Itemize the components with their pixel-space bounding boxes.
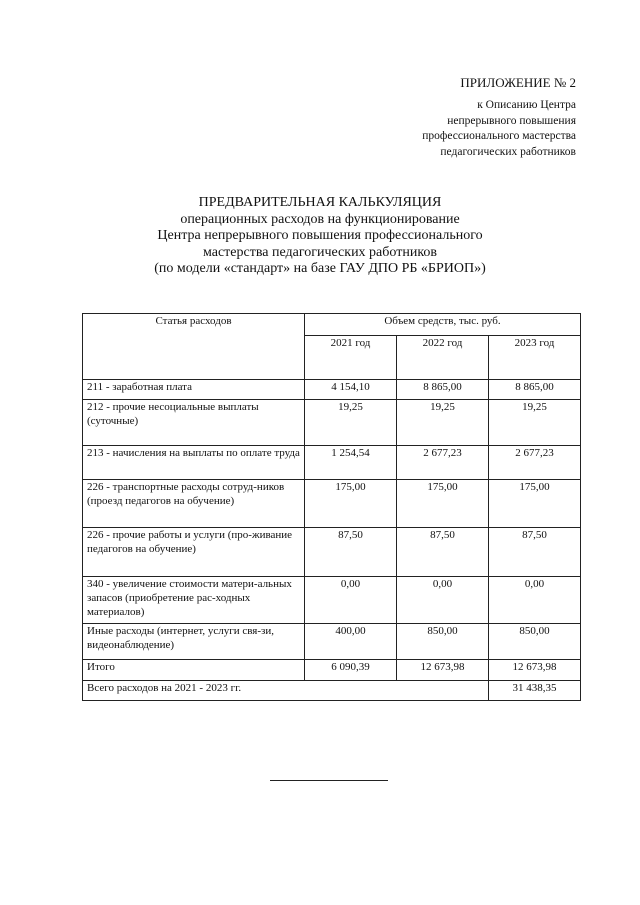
header-year: 2022 год: [397, 336, 489, 380]
table-row: [83, 577, 581, 624]
cell-value: 0,00: [397, 577, 489, 624]
document-heading: [0, 195, 640, 278]
appendix-line: профессионального мастерства: [422, 130, 576, 142]
cell-value: 4 154,10: [305, 380, 397, 400]
table-row: [83, 624, 581, 660]
cell-value: 8 865,00: [489, 380, 581, 400]
row-label: 211 - заработная плата: [83, 380, 305, 400]
cell-value: 1 254,54: [305, 446, 397, 480]
total-value: 12 673,98: [397, 660, 489, 681]
expense-table: [82, 313, 581, 701]
grand-total-row: [83, 681, 581, 701]
cell-value: 19,25: [305, 400, 397, 446]
cell-value: 175,00: [305, 480, 397, 528]
row-label: 340 - увеличение стоимости матери-альных запасов (приобретение рас-ходных материалов): [83, 577, 305, 624]
cell-value: 0,00: [489, 577, 581, 624]
table-row: [83, 380, 581, 400]
appendix-line: к Описанию Центра: [477, 99, 576, 111]
cell-value: 0,00: [305, 577, 397, 624]
heading-main: ПРЕДВАРИТЕЛЬНАЯ КАЛЬКУЛЯЦИЯ: [198, 195, 442, 210]
appendix-title: ПРИЛОЖЕНИЕ № 2: [460, 75, 576, 90]
grand-total-value: 31 438,35: [489, 681, 581, 701]
cell-value: 8 865,00: [397, 380, 489, 400]
heading-line: операционных расходов на функционирование: [180, 211, 460, 227]
grand-total-label: Всего расходов на 2021 - 2023 гг.: [83, 681, 489, 701]
header-volume: Объем средств, тыс. руб.: [305, 314, 581, 336]
header-article: Статья расходов: [83, 314, 305, 380]
row-label: Иные расходы (интернет, услуги свя-зи, видеонаблюдение): [83, 624, 305, 660]
cell-value: 87,50: [305, 528, 397, 577]
cell-value: 2 677,23: [489, 446, 581, 480]
table-row: [83, 528, 581, 577]
table-total-row: [83, 660, 581, 681]
appendix-line: педагогических работников: [440, 145, 576, 158]
signature-line: [270, 780, 388, 781]
cell-value: 175,00: [397, 480, 489, 528]
table-row: [83, 480, 581, 528]
heading-line: (по модели «стандарт» на базе ГАУ ДПО РБ «БРИОП»): [154, 261, 486, 276]
cell-value: 19,25: [489, 400, 581, 446]
total-label: Итого: [83, 660, 305, 681]
row-label: 212 - прочие несоциальные выплаты (суточные): [83, 400, 305, 446]
table-header-row: [83, 314, 581, 336]
cell-value: 2 677,23: [397, 446, 489, 480]
appendix-line: непрерывного повышения: [447, 114, 576, 127]
cell-value: 850,00: [397, 624, 489, 660]
table-row: [83, 446, 581, 480]
cell-value: 87,50: [489, 528, 581, 577]
cell-value: 19,25: [397, 400, 489, 446]
cell-value: 400,00: [305, 624, 397, 660]
header-year: 2023 год: [489, 336, 581, 380]
row-label: 226 - прочие работы и услуги (про-живание педагогов на обучение): [83, 528, 305, 577]
cell-value: 175,00: [489, 480, 581, 528]
table-row: [83, 400, 581, 446]
row-label: 213 - начисления на выплаты по оплате труда: [83, 446, 305, 480]
row-label: 226 - транспортные расходы сотруд-ников (проезд педагогов на обучение): [83, 480, 305, 528]
heading-line: мастерства педагогических работников: [202, 244, 438, 260]
header-year: 2021 год: [305, 336, 397, 380]
total-value: 12 673,98: [489, 660, 581, 681]
cell-value: 87,50: [397, 528, 489, 577]
total-value: 6 090,39: [305, 660, 397, 681]
appendix-subtitle: [422, 98, 576, 160]
heading-line: Центра непрерывного повышения профессионального: [157, 228, 483, 243]
cell-value: 850,00: [489, 624, 581, 660]
